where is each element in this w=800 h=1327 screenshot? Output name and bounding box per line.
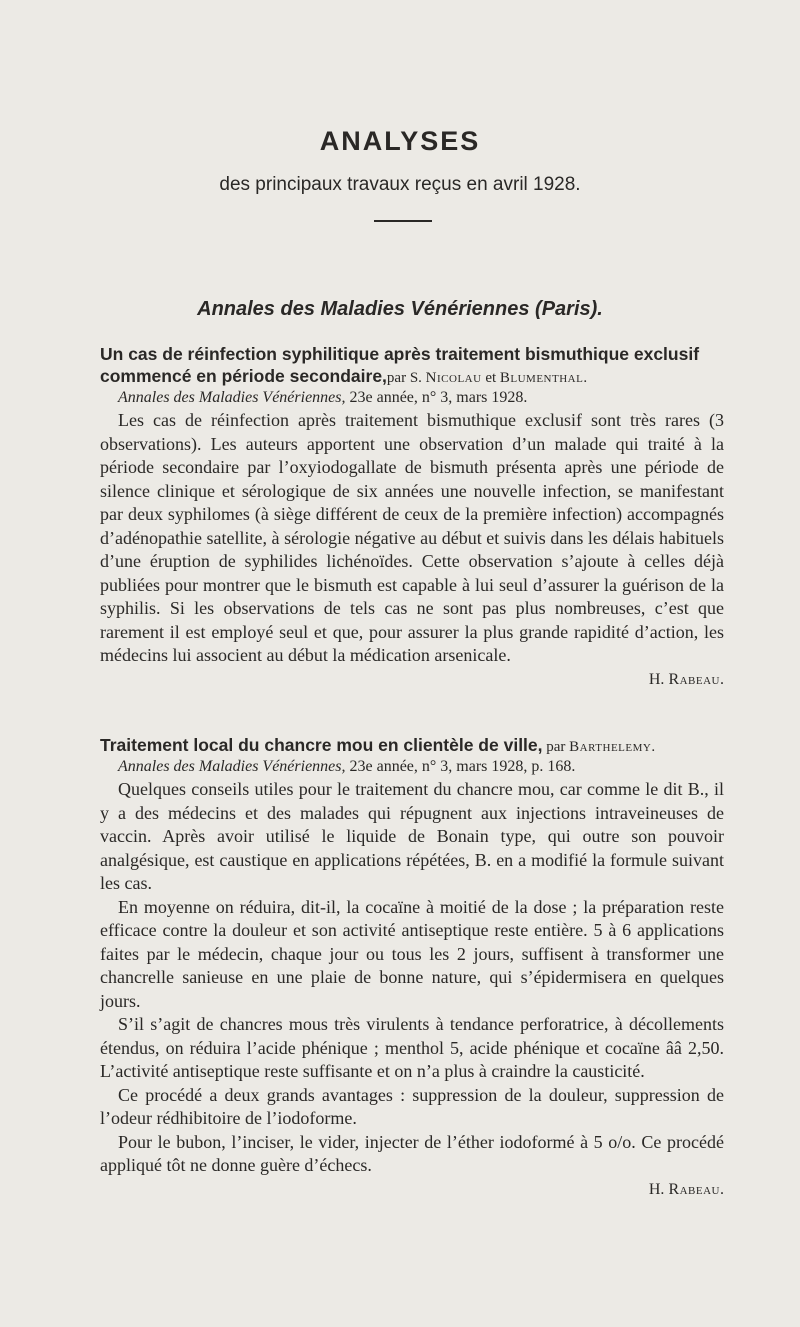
article-1-signature [100, 668, 724, 691]
citation-details: 23e année, n° 3, mars 1928. [345, 389, 528, 406]
byline-prefix: par [542, 739, 570, 755]
page-subtitle: des principaux travaux reçus en avril 1928. [219, 174, 581, 195]
article-1-paragraph: Les cas de réinfection après traitement bismuthique exclusif sont très rares (3 observations). Les auteurs apportent une observation d’un malade qui traité à la période secondaire par l’oxyiodogallate de bismuth présenta après une période de silence clinique et sérologique de six années une nouvelle infection, se manifestant par deux syphilomes (à siège différent de ceux de la première infection) accompagnés d’adénopathie satellite, à sérologie négative au début et suivis dans les délais habituels d’une éruption de syphilides lichénoïdes. Cette observation s’ajoute à celles déjà publiées pour montrer que le bismuth est capable à lui seul d’assurer la guérison de la syphilis. Si les observations de tels cas ne sont pas plus nombreuses, c’est que rarement il est employé seul et que, pour assurer la plus grande rapidité d’action, les médecins lui associent au début la médication arsenicale. [100, 410, 724, 665]
journal-heading: Annales des Maladies Vénériennes (Paris). [197, 298, 603, 320]
article-1-author-2: Blumenthal [499, 370, 584, 386]
signature-suffix: . [720, 670, 724, 688]
article-2-citation [100, 756, 724, 778]
page-title: ANALYSES [319, 126, 481, 156]
citation-journal: Annales des Maladies Vénériennes, [118, 758, 346, 775]
article-2-signature [100, 1178, 724, 1201]
article-2 [100, 734, 724, 1201]
signature-name: Rabeau [668, 670, 720, 688]
byline-suffix: . [651, 739, 656, 755]
signature-initial: H. [648, 670, 669, 688]
article-1-byline [387, 370, 587, 386]
citation-journal: Annales des Maladies Vénériennes, [118, 389, 346, 406]
article-2-header [100, 734, 724, 756]
article-2-author: Barthelemy [569, 739, 652, 755]
article-2-paragraph-4: Ce procédé a deux grands avantages : suppression de la douleur, suppression de l’odeur rédhibitoire de l’iodoforme. [100, 1084, 724, 1128]
article-2-title: Traitement local du chancre mou en clientèle de ville, [100, 735, 543, 755]
article-2-paragraph-3: S’il s’agit de chancres mous très virulents à tendance perforatrice, à décollements étendus, on réduira l’acide phénique ; menthol 5, acide phénique et cocaïne ââ 2,50. L’activité antiseptique reste suffisante et on n’a plus à craindre la causticité. [100, 1014, 724, 1081]
title-divider [374, 220, 432, 222]
signature-name: Rabeau [668, 1180, 720, 1198]
byline-conjunction: et [481, 370, 500, 386]
article-1-author-1: Nicolau [425, 370, 482, 386]
article-1-citation [100, 387, 724, 409]
byline-suffix: . [583, 370, 588, 386]
article-2-paragraph-5: Pour le bubon, l’inciser, le vider, injecter de l’éther iodoformé à 5 o/o. Ce procédé appliqué tôt ne donne guère d’échecs. [100, 1131, 724, 1175]
citation-details: 23e année, n° 3, mars 1928, p. 168. [345, 758, 576, 775]
article-1-title: Un cas de réinfection syphilitique après traitement bismuthique exclusif commencé en période secondaire, [100, 344, 700, 386]
article-2-paragraph-1: Quelques conseils utiles pour le traitement du chancre mou, car comme le dit B., il y a des médecins et des malades qui répugnent aux injections intraveineuses de vaccin. Après avoir utilisé le liquide de Bonain type, qui outre son pouvoir analgésique, est caustique en applications répétées, B. en a modifié la formule suivant les cas. [100, 779, 724, 893]
article-1 [100, 343, 724, 691]
article-2-paragraph-2: En moyenne on réduira, dit-il, la cocaïne à moitié de la dose ; la préparation reste efficace contre la douleur et son activité antiseptique reste entière. 5 à 6 applications faites par le médecin, chaque jour ou tous les 2 jours, suffisent à transformer une chancrelle sanieuse en une plaie de bonne nature, qui s’épidermisera en quelques jours. [100, 896, 724, 1011]
article-1-header [100, 343, 724, 387]
signature-initial: H. [648, 1180, 669, 1198]
article-2-byline [543, 739, 656, 755]
byline-prefix: par S. [386, 370, 426, 386]
signature-suffix: . [720, 1180, 724, 1198]
